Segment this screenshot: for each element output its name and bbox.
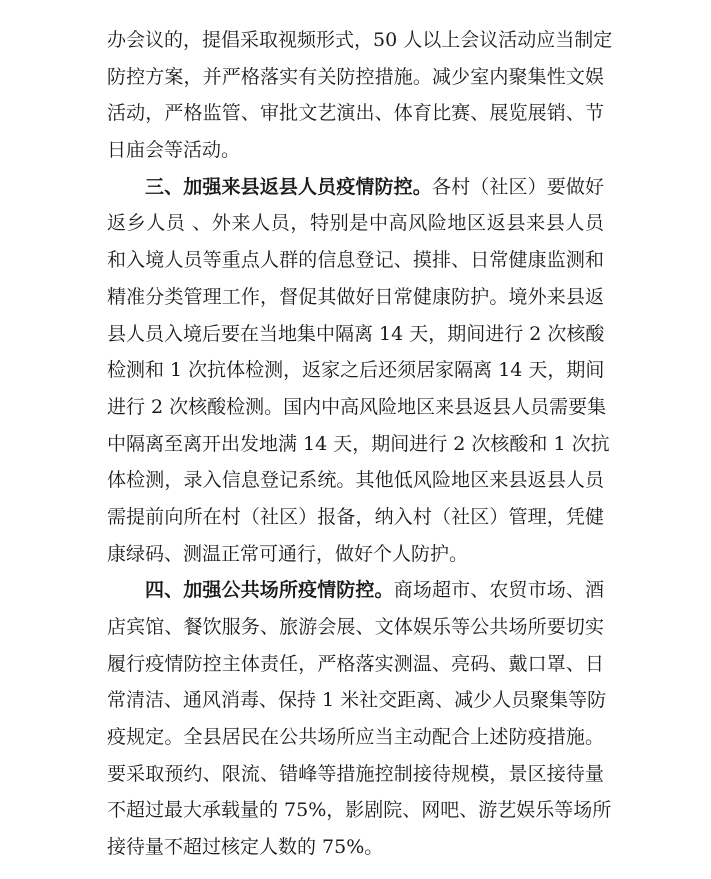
text-line: 需提前向所在村（社区）报备，纳入村（社区）管理，凭健 xyxy=(107,505,604,528)
text-line: 活动，严格监管、审批文艺演出、体育比赛、展览展销、节 xyxy=(107,102,604,125)
text-line: 接待量不超过核定人数的 75%。 xyxy=(107,836,384,859)
text-run: 商场超市、农贸市场、酒 xyxy=(393,579,604,602)
text-line xyxy=(107,169,604,206)
text-line: 精准分类管理工作，督促其做好日常健康防护。境外来县返 xyxy=(107,285,604,308)
text-line: 日庙会等活动。 xyxy=(107,139,241,162)
text-line: 不超过最大承载量的 75%，影剧院、网吧、游艺娱乐等场所 xyxy=(107,799,612,822)
paragraph-public-places xyxy=(107,572,612,866)
text-line: 要采取预约、限流、错峰等措施控制接待规模，景区接待量 xyxy=(107,762,604,785)
text-line: 防控方案，并严格落实有关防控措施。减少室内聚集性文娱 xyxy=(107,65,604,88)
text-line: 康绿码、测温正常可通行，做好个人防护。 xyxy=(107,542,469,565)
text-run: 各村（社区）要做好 xyxy=(431,175,604,198)
text-line: 返乡人员 、外来人员，特别是中高风险地区返县来县人员 xyxy=(107,212,604,235)
text-line: 县人员入境后要在当地集中隔离 14 天，期间进行 2 次核酸 xyxy=(107,322,605,345)
text-line: 办会议的，提倡采取视频形式，50 人以上会议活动应当制定 xyxy=(107,29,613,51)
text-line: 疫规定。全县居民在公共场所应当主动配合上述防疫措施。 xyxy=(107,726,604,749)
paragraph-meeting-control xyxy=(107,22,613,169)
section-heading-three: 三、加强来县返县人员疫情防控。 xyxy=(145,175,432,198)
text-line: 店宾馆、餐饮服务、旅游会展、文体娱乐等公共场所要切实 xyxy=(107,616,604,638)
text-line: 履行疫情防控主体责任，严格落实测温、亮码、戴口罩、日 xyxy=(107,652,604,675)
text-line: 进行 2 次核酸检测。国内中高风险地区来县返县人员需要集 xyxy=(107,395,607,418)
paragraph-returning-personnel xyxy=(107,169,610,573)
text-line: 检测和 1 次抗体检测，返家之后还须居家隔离 14 天，期间 xyxy=(107,359,605,382)
text-line: 体检测，录入信息登记系统。其他低风险地区来县返县人员 xyxy=(107,469,604,492)
text-line xyxy=(107,572,604,609)
text-line: 常清洁、通风消毒、保持 1 米社交距离、减少人员聚集等防 xyxy=(107,689,607,712)
text-line: 和入境人员等重点人群的信息登记、摸排、日常健康监测和 xyxy=(107,249,604,272)
text-line: 中隔离至离开出发地满 14 天，期间进行 2 次核酸和 1 次抗 xyxy=(107,432,610,455)
document-page xyxy=(107,22,613,866)
section-heading-four: 四、加强公共场所疫情防控。 xyxy=(145,579,394,602)
